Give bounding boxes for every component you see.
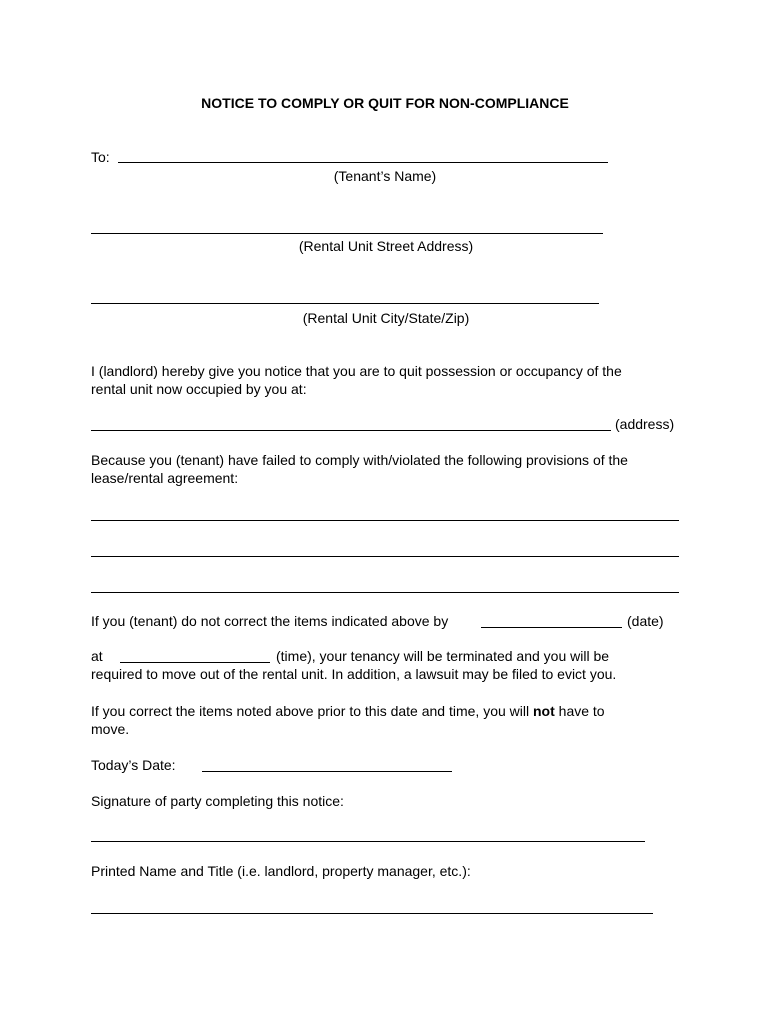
prior-line-2: move. — [91, 721, 130, 737]
address-line[interactable] — [91, 430, 611, 431]
time-line[interactable] — [120, 662, 270, 663]
document-title: NOTICE TO COMPLY OR QUIT FOR NON-COMPLIANCE — [201, 95, 569, 111]
notice-paragraph-line-2: rental unit now occupied by you at: — [91, 381, 307, 397]
todays-date-line[interactable] — [202, 771, 452, 772]
printed-name-line[interactable] — [91, 913, 653, 914]
violation-line-2[interactable] — [91, 556, 679, 557]
signature-label: Signature of party completing this notice: — [91, 793, 344, 809]
because-line-1: Because you (tenant) have failed to comply with/violated the following provisions of the — [91, 452, 628, 468]
street-address-caption: (Rental Unit Street Address) — [298, 238, 474, 254]
address-label: (address) — [615, 416, 675, 432]
prior-line-1-text-b: have to — [558, 703, 605, 719]
prior-line-1-bold: not — [533, 703, 555, 719]
tenant-name-line[interactable] — [118, 162, 608, 163]
street-address-line[interactable] — [91, 233, 603, 234]
notice-paragraph-line-1: I (landlord) hereby give you notice that you are to quit possession or occupancy of the — [91, 363, 622, 379]
prior-line-1-text: If you correct the items noted above prior to this date and time, you will — [91, 703, 530, 719]
todays-date-label: Today’s Date: — [91, 757, 176, 773]
correct-by-label: If you (tenant) do not correct the items indicated above by — [91, 613, 449, 629]
violation-line-1[interactable] — [91, 520, 679, 521]
city-state-zip-caption: (Rental Unit City/State/Zip) — [302, 310, 470, 326]
because-line-2: lease/rental agreement: — [91, 470, 239, 486]
signature-line[interactable] — [91, 841, 645, 842]
printed-name-label: Printed Name and Title (i.e. landlord, property manager, etc.): — [91, 863, 471, 879]
date-label: (date) — [627, 613, 664, 629]
violation-line-3[interactable] — [91, 592, 679, 593]
at-label: at — [91, 648, 103, 664]
city-state-zip-line[interactable] — [91, 303, 599, 304]
to-label: To: — [91, 149, 110, 165]
tenant-name-caption: (Tenant’s Name) — [333, 168, 437, 184]
required-line: required to move out of the rental unit. In addition, a lawsuit may be filed to evict you. — [91, 666, 617, 682]
prior-line-1 — [91, 702, 605, 720]
time-label: (time), your tenancy will be terminated and you will be — [276, 648, 610, 664]
correct-by-date-line[interactable] — [481, 627, 622, 628]
